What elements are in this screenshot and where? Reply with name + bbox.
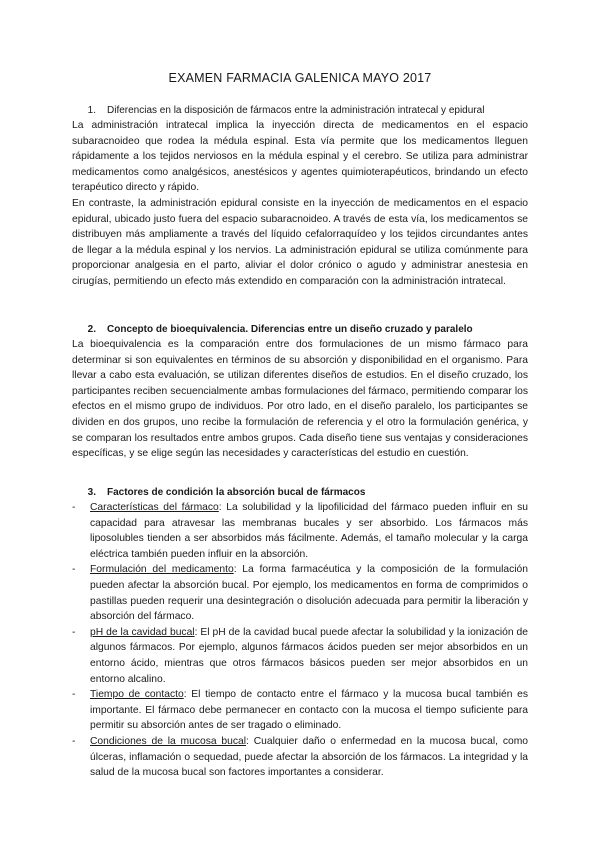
list-item — [72, 625, 528, 687]
list-dash: - — [72, 626, 76, 638]
section-1-paragraph-2: En contraste, la administración epidural consiste en la inyección de medicamentos en el espacio epidural, ubicado justo fuera del espacio subaracnoideo. A través de esta vía, los medicamentos se distribuyen más ampliamente a través del líquido cefalorraquídeo y los tejidos circundantes antes de llegar a la médula espinal y los nervios. La administración epidural se utiliza comúnmente para proporcionar analgesia en el parto, aliviar el dolor crónico o agudo y administrar anestesia en cirugías, permitiendo un efecto más extendido en comparación con la administración intratecal. — [72, 197, 528, 287]
list-text: : El pH de la cavidad bucal puede afectar la solubilidad y la ionización de algunos fármacos. Por ejemplo, algunos fármacos ácidos pueden ser mejor absorbidos en un entorno ácido, mientras que otros fármacos básicos pueden ser mejor absorbidos en un entorno alcalino. — [90, 626, 529, 685]
list-term: Formulación del medicamento — [90, 564, 234, 576]
section-2-heading-text: Concepto de bioequivalencia. Diferencias entre un diseño cruzado y paralelo — [107, 324, 473, 335]
section-3-number: 3. — [87, 487, 96, 498]
section-2-number: 2. — [87, 324, 96, 335]
list-dash: - — [72, 564, 76, 576]
section-1-heading-text: Diferencias en la disposición de fármacos entre la administración intratecal y epidural — [107, 105, 485, 116]
list-dash: - — [72, 689, 76, 701]
list-term: Condiciones de la mucosa bucal — [90, 735, 247, 747]
section-3-heading-text: Factores de condición la absorción bucal de fármacos — [107, 487, 366, 498]
list-dash: - — [72, 735, 76, 747]
list-item — [72, 562, 528, 624]
list-term: Tiempo de contacto — [90, 689, 184, 701]
section-1-paragraph-1: La administración intratecal implica la inyección directa de medicamentos en el espacio subaracnoideo que rodea la médula espinal. Esta vía permite que los medicamentos lleguen rápidamente a los tejidos nerviosos en la médula espinal y el cerebro. Se utiliza para administrar medicamentos como analgésicos, anestésicos y agentes quimioterapéuticos, brindando un efecto terapéutico directo y rápido. — [72, 120, 528, 194]
factors-list — [72, 500, 528, 781]
section-1-heading — [72, 104, 528, 118]
section-3-heading — [72, 486, 528, 500]
section-1 — [72, 104, 528, 290]
list-text: : Cualquier daño o enfermedad en la mucosa bucal, como úlceras, inflamación o sequedad, puede afectar la absorción de los fármacos. La integridad y la salud de la mucosa bucal son factores importantes a considerar. — [90, 735, 529, 779]
list-text: : La forma farmacéutica y la composición de la formulación pueden afectar la absorción bucal. Por ejemplo, los medicamentos en forma de comprimidos o pastillas pueden requerir una desintegración o disolución adecuada para permitir la liberación y absorción del fármaco. — [90, 564, 528, 623]
section-3 — [72, 486, 528, 781]
list-item — [72, 734, 528, 781]
list-dash: - — [72, 502, 76, 513]
list-text: : El tiempo de contacto entre el fármaco y la mucosa bucal también es importante. El fármaco debe permanecer en contacto con la mucosa el tiempo suficiente para permitir su absorción antes de ser tragado o eliminado. — [90, 689, 528, 732]
list-text: : La solubilidad y la lipofilicidad del fármaco pueden influir en su capacidad para atravesar las membranas bucales y ser absorbido. Los fármacos más liposolubles tienden a ser absorbidos más fácilmente. Además, el tamaño molecular y la carga eléctrica también pueden influir en la absorción. — [90, 502, 528, 560]
list-item — [72, 687, 528, 734]
list-term: Características del fármaco — [90, 502, 219, 513]
list-term: pH de la cavidad bucal — [90, 626, 195, 638]
page-title: EXAMEN FARMACIA GALENICA MAYO 2017 — [168, 71, 432, 85]
section-2 — [72, 323, 528, 462]
section-2-paragraph-1: La bioequivalencia es la comparación entre dos formulaciones de un mismo fármaco para determinar si son equivalentes en términos de su absorción y disponibilidad en el organismo. Para llevar a cabo esta evaluación, se utilizan diferentes diseños de estudios. En el diseño cruzado, los participantes reciben secuencialmente ambas formulaciones del fármaco, permitiendo comparar los efectos en el mismo grupo de individuos. Por otro lado, en el diseño paralelo, los participantes se dividen en dos grupos, uno recibe la formulación de referencia y el otro la formulación genérica, y se comparan los resultados entre ambos grupos. Cada diseño tiene sus ventajas y consideraciones específicas, y se elige según las necesidades y características del estudio en cuestión. — [72, 339, 528, 460]
section-2-heading — [72, 323, 528, 337]
list-item — [72, 500, 528, 562]
section-1-number: 1. — [87, 105, 96, 116]
